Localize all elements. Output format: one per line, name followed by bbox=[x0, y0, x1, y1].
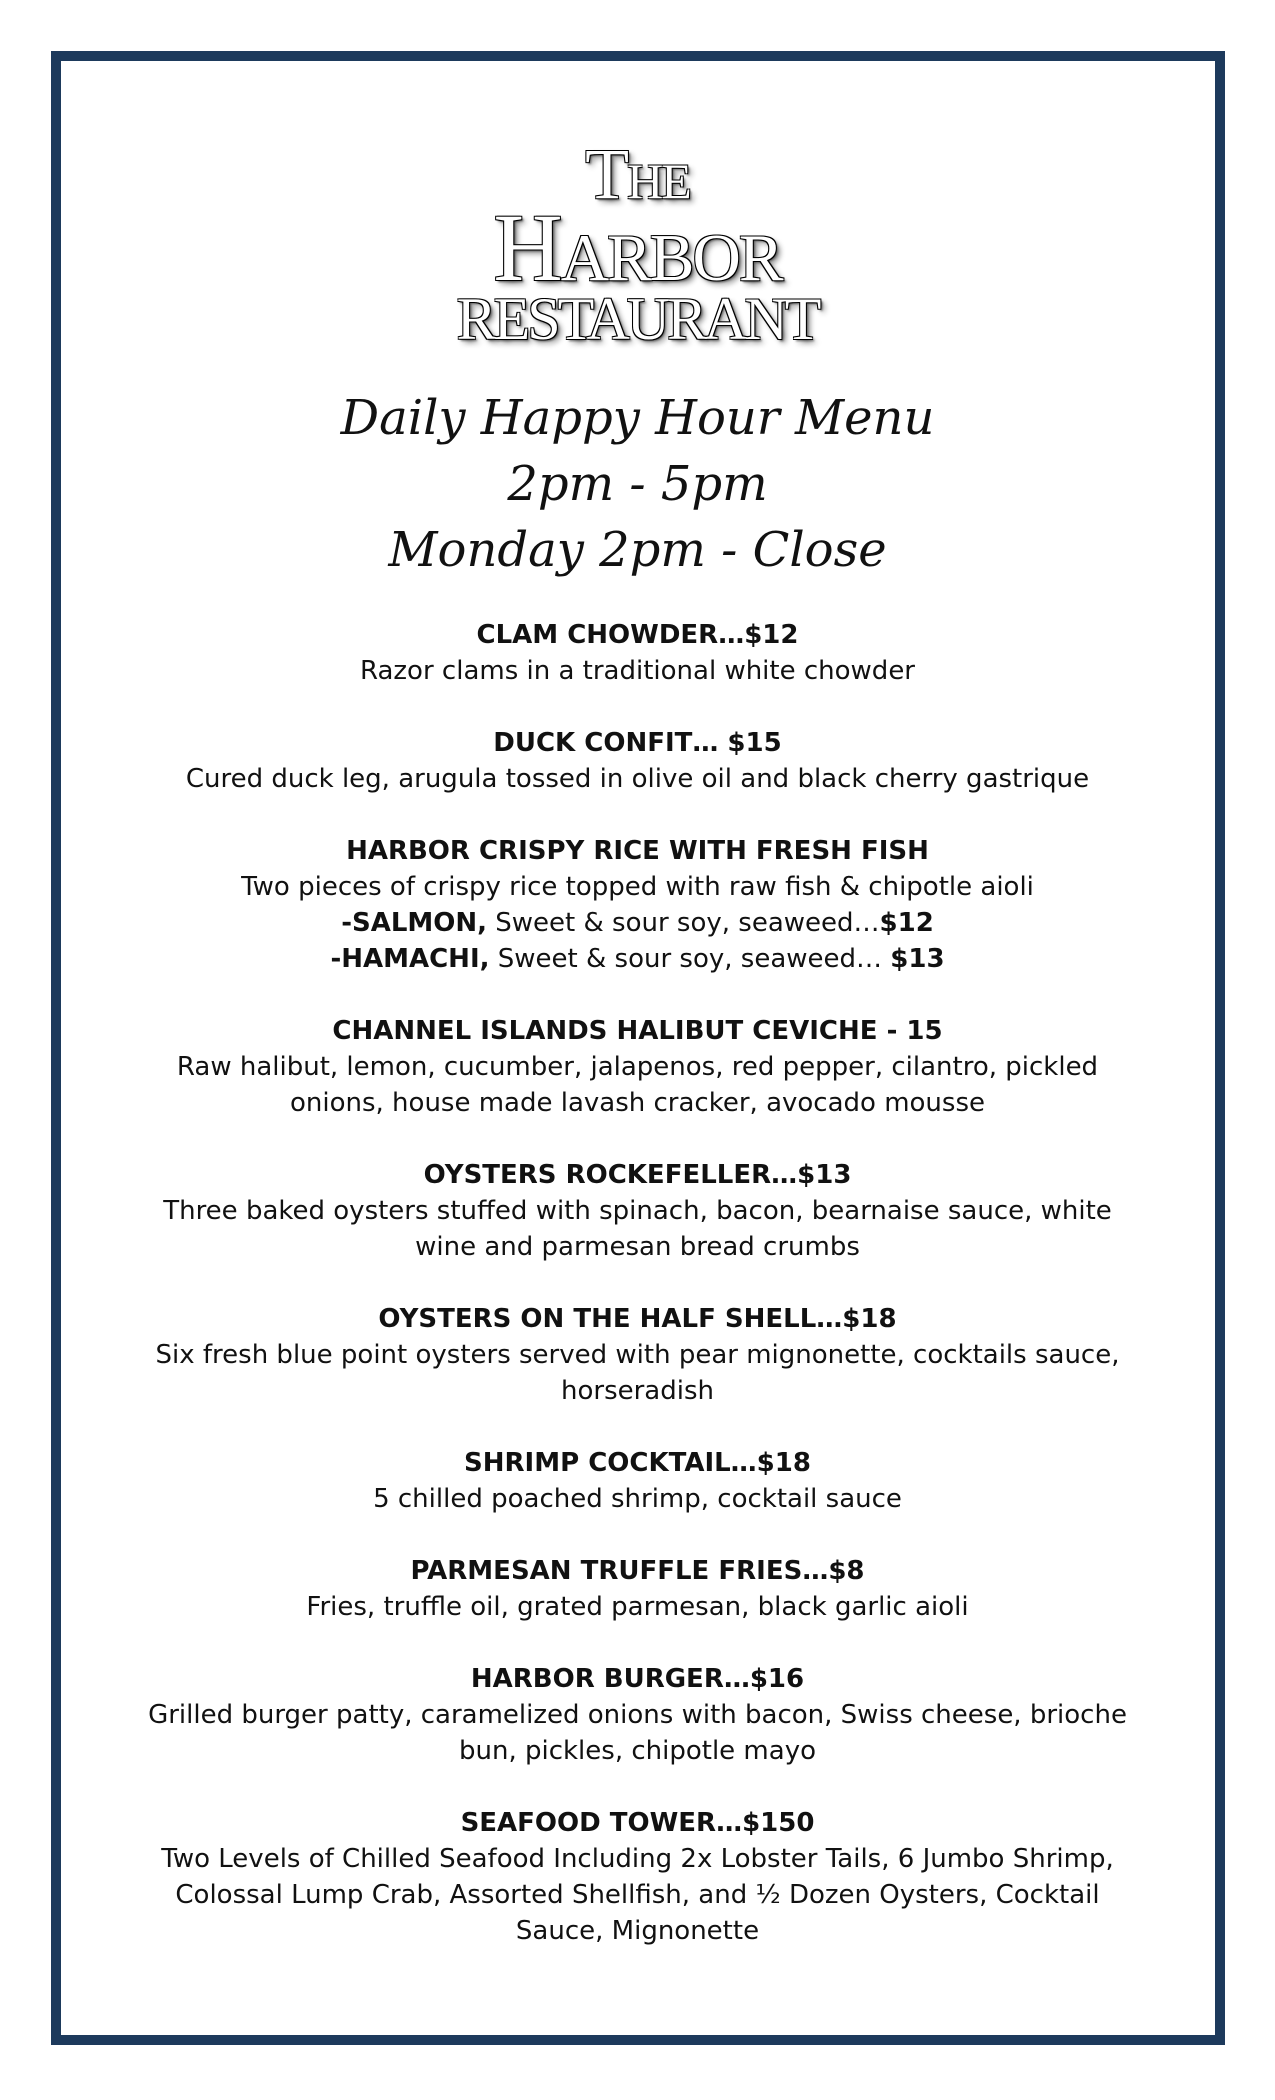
menu-item-description: Three baked oysters stuffed with spinach, bacon, bearnaise sauce, white wine and parmesan bread crumbs bbox=[163, 1196, 1112, 1262]
menu-item-description: Two Levels of Chilled Seafood Including 2x Lobster Tails, 6 Jumbo Shrimp, Colossal Lump Crab, Assorted Shellfish, and ½ Dozen Oysters, Cocktail Sauce, Mignonette bbox=[161, 1844, 1114, 1946]
menu-item-title: OYSTERS ROCKEFELLER…$13 bbox=[423, 1160, 852, 1190]
menu-item-shrimp-cocktail bbox=[130, 1445, 1145, 1517]
menu-items-list bbox=[130, 617, 1145, 1985]
menu-item-title: CLAM CHOWDER…$12 bbox=[476, 620, 799, 650]
menu-item-description: Raw halibut, lemon, cucumber, jalapenos, red pepper, cilantro, pickled onions, house made lavash cracker, avocado mousse bbox=[176, 1052, 1099, 1118]
menu-item-oysters-half-shell bbox=[130, 1301, 1145, 1409]
menu-item-description: Fries, truffle oil, grated parmesan, black garlic aioli bbox=[306, 1592, 969, 1622]
option-detail: Sweet & sour soy, seaweed… bbox=[487, 908, 880, 938]
menu-item-truffle-fries bbox=[130, 1553, 1145, 1625]
option-name: -HAMACHI, bbox=[330, 944, 490, 974]
menu-item-seafood-tower bbox=[130, 1805, 1145, 1949]
menu-item-description: Six fresh blue point oysters served with pear mignonette, cocktails sauce, horseradish bbox=[155, 1340, 1120, 1406]
menu-item-title: DUCK CONFIT… $15 bbox=[493, 728, 782, 758]
menu-item-title: PARMESAN TRUFFLE FRIES…$8 bbox=[410, 1556, 865, 1586]
option-name: -SALMON, bbox=[341, 908, 488, 938]
menu-item-description: 5 chilled poached shrimp, cocktail sauce bbox=[373, 1484, 902, 1514]
menu-item-clam-chowder bbox=[130, 617, 1145, 689]
menu-item-title: SHRIMP COCKTAIL…$18 bbox=[464, 1448, 811, 1478]
menu-item-description: Grilled burger patty, caramelized onions with bacon, Swiss cheese, brioche bun, pickles, chipotle mayo bbox=[148, 1700, 1127, 1766]
menu-item-halibut-ceviche bbox=[130, 1013, 1145, 1121]
menu-item-title: HARBOR CRISPY RICE WITH FRESH FISH bbox=[346, 836, 929, 866]
menu-item-duck-confit bbox=[130, 725, 1145, 797]
menu-item-harbor-burger bbox=[130, 1661, 1145, 1769]
menu-item-title: CHANNEL ISLANDS HALIBUT CEVICHE - 15 bbox=[332, 1016, 943, 1046]
logo-line-harbor: Harbor bbox=[493, 194, 782, 301]
menu-item-crispy-rice bbox=[130, 833, 1145, 977]
menu-hours: 2pm - 5pm bbox=[507, 456, 768, 512]
option-detail: Sweet & sour soy, seaweed… bbox=[489, 944, 891, 974]
menu-item-description: Cured duck leg, arugula tossed in olive oil and black cherry gastrique bbox=[185, 764, 1090, 794]
menu-item-description: Two pieces of crispy rice topped with raw fish & chipotle aioli bbox=[241, 872, 1034, 902]
menu-option-salmon bbox=[130, 905, 1145, 941]
menu-item-description: Razor clams in a traditional white chowder bbox=[359, 656, 915, 686]
logo-line-restaurant: RESTAURANT bbox=[456, 286, 819, 352]
logo-line-the: The bbox=[585, 134, 690, 214]
menu-title: Daily Happy Hour Menu bbox=[340, 390, 935, 446]
menu-item-title: HARBOR BURGER…$16 bbox=[470, 1664, 805, 1694]
option-price: $12 bbox=[879, 908, 934, 938]
option-price: $13 bbox=[890, 944, 945, 974]
harbor-restaurant-logo bbox=[400, 134, 875, 360]
menu-item-title: OYSTERS ON THE HALF SHELL…$18 bbox=[378, 1304, 897, 1334]
menu-option-hamachi bbox=[130, 941, 1145, 977]
menu-item-oysters-rockefeller bbox=[130, 1157, 1145, 1265]
menu-heading bbox=[0, 385, 1275, 583]
menu-item-title: SEAFOOD TOWER…$150 bbox=[460, 1808, 815, 1838]
menu-monday-hours: Monday 2pm - Close bbox=[388, 522, 887, 578]
